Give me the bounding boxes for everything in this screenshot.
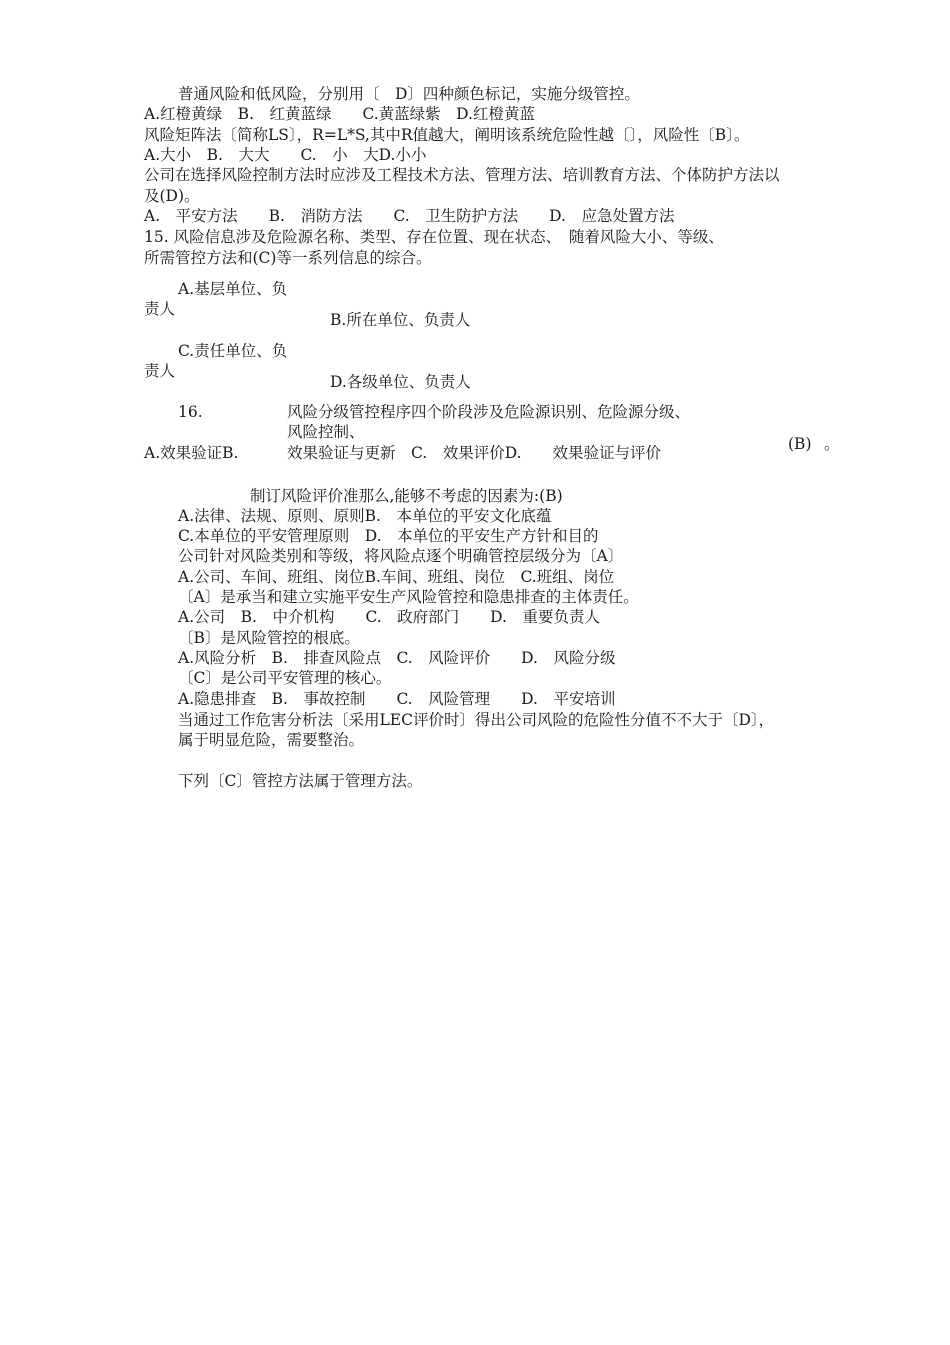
- options-line: A.法律、法规、原则、原则B. 本单位的平安文化底蕴: [178, 507, 552, 525]
- punctuation: 。: [824, 435, 840, 453]
- question-line: 风险控制、: [287, 423, 365, 441]
- option-text: C.责任单位、负: [178, 342, 288, 360]
- question-line: 公司针对风险类别和等级，将风险点逐个明确管控层级分为〔A〕: [178, 547, 624, 565]
- option-text: 责人: [144, 300, 176, 318]
- question-line: 制订风险评价准那么,能够不考虑的因素为:(B): [250, 487, 563, 505]
- question-line: 15. 风险信息涉及危险源名称、类型、存在位置、现在状态、 随着风险大小、等级、: [144, 228, 724, 246]
- question-line: 普通风险和低风险，分别用〔 D〕四种颜色标记，实施分级管控。: [178, 85, 640, 103]
- question-line: 所需管控方法和(C)等一系列信息的综合。: [144, 249, 432, 267]
- option-text: 责人: [144, 362, 176, 380]
- option-text: B.所在单位、负责人: [330, 311, 471, 329]
- question-line: 属于明显危险，需要整治。: [178, 731, 365, 749]
- options-line: A.隐患排查 B. 事故控制 C. 风险管理 D. 平安培训: [178, 690, 616, 708]
- question-line: 及(D)。: [144, 187, 200, 205]
- options-line: A.红橙黄绿 B. 红黄蓝绿 C.黄蓝绿紫 D.红橙黄蓝: [144, 105, 535, 123]
- question-line: 当通过工作危害分析法〔采用LEC评价时〕得出公司风险的危险性分值不不大于〔D〕，: [178, 711, 775, 729]
- question-line: 〔A〕是承当和建立实施平安生产风险管控和隐患排查的主体责任。: [178, 588, 639, 606]
- question-line: 下列〔C〕管控方法属于管理方法。: [178, 772, 423, 790]
- options-line: A. 平安方法 B. 消防方法 C. 卫生防护方法 D. 应急处置方法: [144, 207, 675, 225]
- question-line: 公司在选择风险控制方法时应涉及工程技术方法、管理方法、培训教育方法、个体防护方法以: [144, 166, 780, 184]
- option-text: A.基层单位、负: [178, 280, 288, 298]
- options-line: C.本单位的平安管理原则 D. 本单位的平安生产方针和目的: [178, 527, 599, 545]
- question-number: 16.: [178, 403, 203, 421]
- option-text: A.效果验证B.: [144, 444, 239, 462]
- options-line: 效果验证与更新 C. 效果评价D. 效果验证与评价: [287, 444, 662, 462]
- question-line: 〔C〕是公司平安管理的核心。: [178, 669, 392, 687]
- answer-label: (B): [788, 435, 812, 453]
- options-line: A.大小 B. 大大 C. 小 大D.小小: [144, 146, 427, 164]
- options-line: A.公司 B. 中介机构 C. 政府部门 D. 重要负责人: [178, 608, 600, 626]
- question-line: 风险矩阵法〔简称LS〕，R=L*S,其中R值越大，阐明该系统危险性越〔〕，风险性〔B〕。: [144, 126, 750, 144]
- question-line: 风险分级管控程序四个阶段涉及危险源识别、危险源分级、: [287, 403, 691, 421]
- options-line: A.公司、车间、班组、岗位B.车间、班组、岗位 C.班组、岗位: [178, 568, 615, 586]
- option-text: D.各级单位、负责人: [330, 373, 471, 391]
- options-line: A.风险分析 B. 排查风险点 C. 风险评价 D. 风险分级: [178, 649, 616, 667]
- question-line: 〔B〕是风险管控的根底。: [178, 629, 360, 647]
